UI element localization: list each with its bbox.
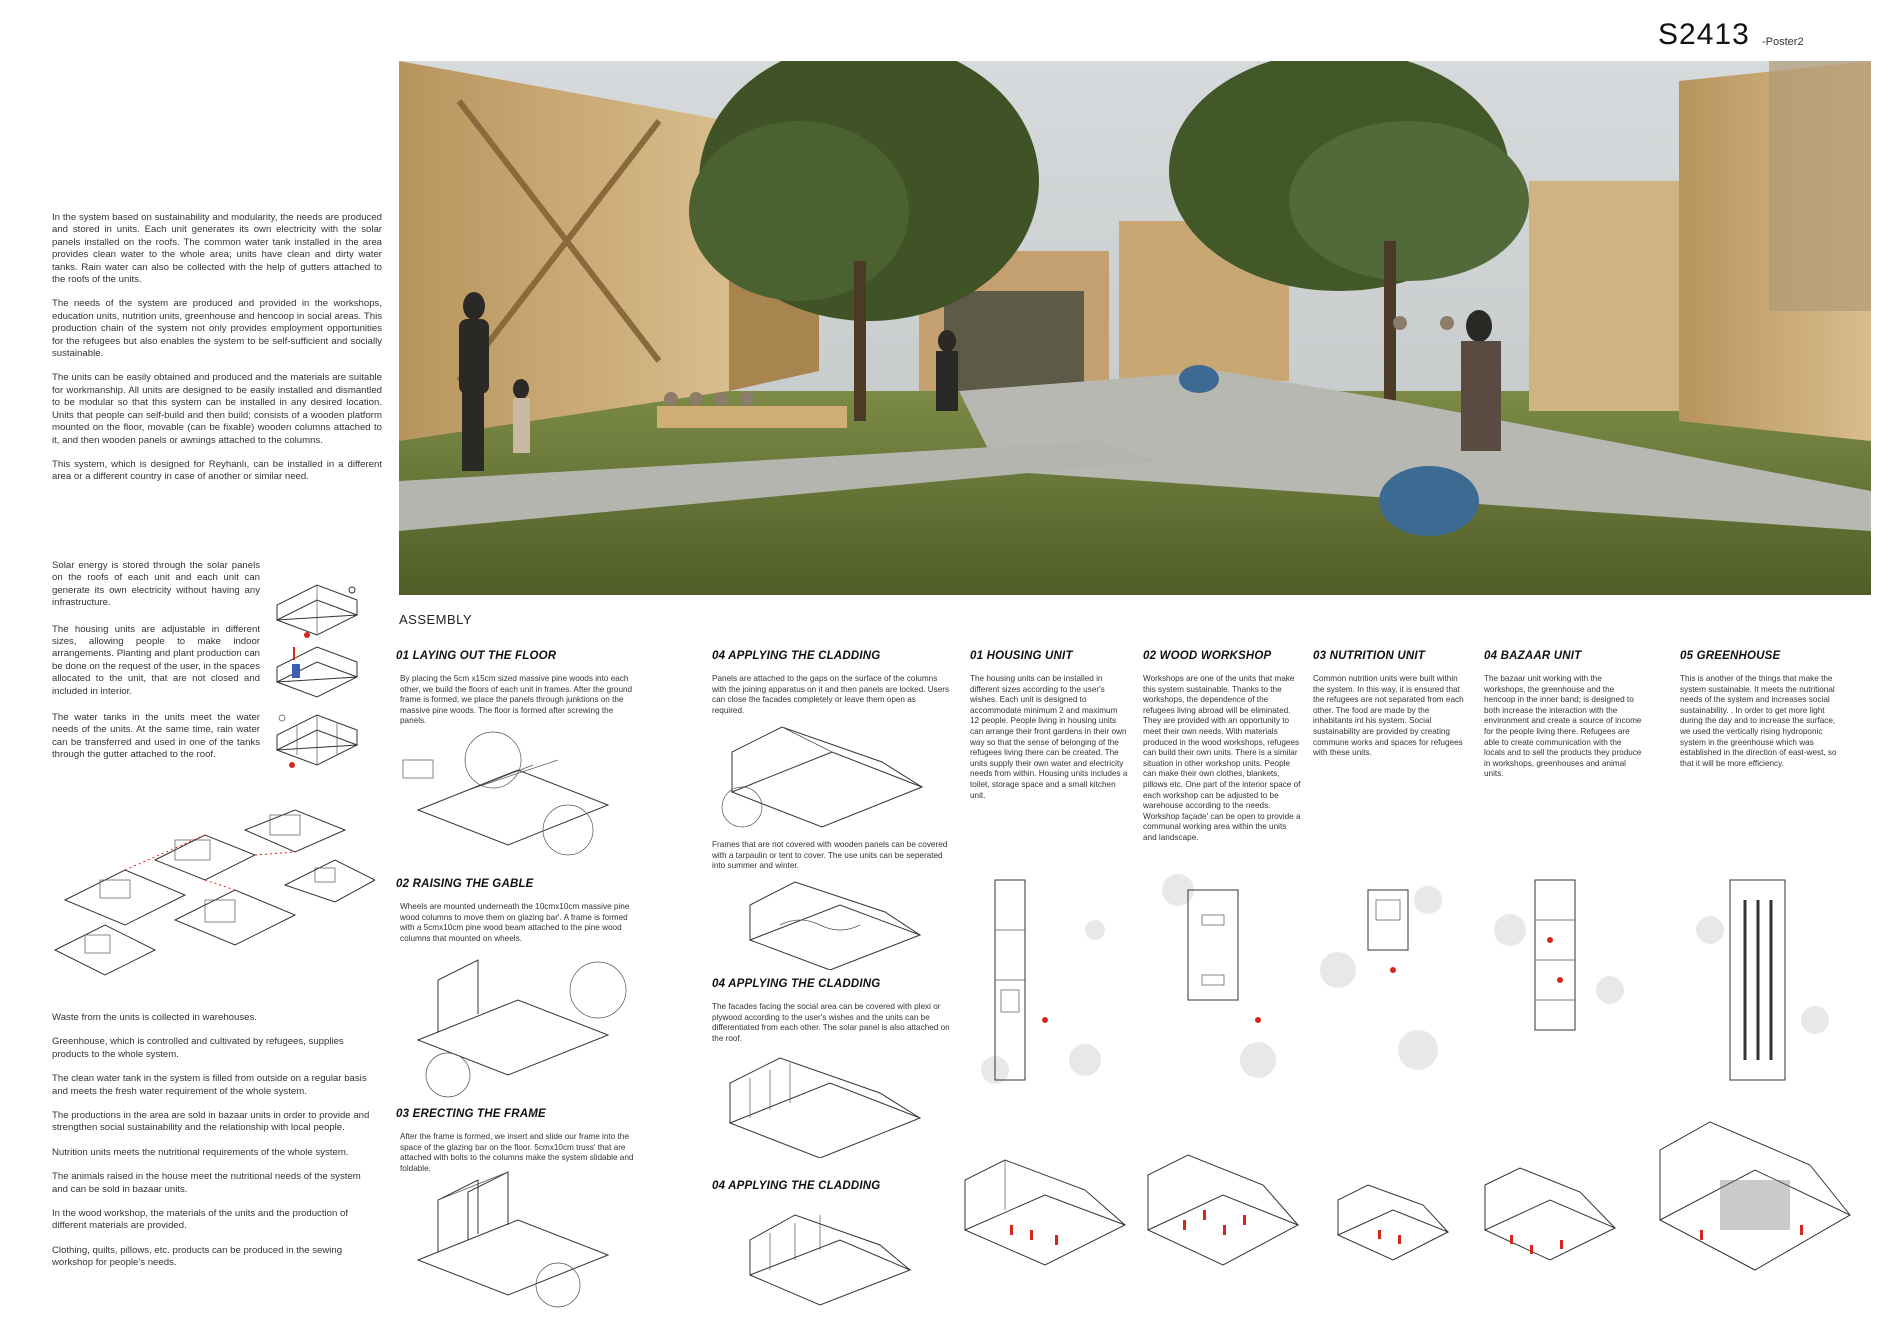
housing-unit-diagram bbox=[272, 642, 362, 712]
intro-paragraph: The needs of the system are produced and provided in the workshops, education units, nutrition units, greenhouse and hencoop in social areas. This production chain of the system not only provides employment opportunities for the refugees but also enables the system to be self-sufficient and socially sustainable. bbox=[52, 298, 382, 360]
hero-render bbox=[399, 61, 1871, 595]
unit-title: 01 HOUSING UNIT bbox=[970, 650, 1073, 662]
system-note: The productions in the area are sold in bazaar units in order to provide and strengthen social sustainability and the relationship with local people. bbox=[52, 1110, 370, 1134]
gable-diagram bbox=[398, 950, 628, 1100]
unit-notes bbox=[52, 560, 260, 774]
final-cladding-diagram bbox=[740, 1195, 920, 1315]
step-text: After the frame is formed, we insert and slide our frame into the space of the glazing bar on the floor. 5cmx10cm truss' that are attached with bolts to the columns make the system slidable and foldable. bbox=[400, 1132, 634, 1173]
unit-text: Workshops are one of the units that make this system sustainable. Thanks to the workshops, the dependence of the refugees living abroad will be eliminated. They are provided with an opportunity to meet their own needs. With materials produced in the wood workshops, refugees can build their own units. There is a similar situation in other workshop units. People can make their own clothes, blankets, pillows etc. One part of the interior space of each workshop can be adjusted to be warehouse according to the needs. Workshop façade' can be open to provide a communal working area within the units and landscape. bbox=[1143, 674, 1301, 842]
step-text: By placing the 5cm x15cm sized massive pine woods into each other, we build the floors of each unit in frames. After the ground frame is formed, we place the panels through junktions on the massive pine woods. The floor is formed after screwing the panels. bbox=[400, 674, 633, 726]
workshop-axonometric bbox=[1143, 1140, 1303, 1280]
step-text: Frames that are not covered with wooden panels can be covered with a tarpaulin or tent to cover. The use units can be seperated into summer and winter. bbox=[712, 840, 948, 871]
solar-unit-diagram bbox=[272, 580, 362, 650]
unit-title: 05 GREENHOUSE bbox=[1680, 650, 1781, 662]
system-notes bbox=[52, 1012, 372, 1282]
step-title: 03 ERECTING THE FRAME bbox=[396, 1108, 546, 1120]
intro-paragraph: The units can be easily obtained and produced and the materials are suitable for workmanship. All units are designed to be easily installed and dismantled to be modular so that this system can be installed in any desired location. Units that people can self-build and then build; consists of a wooden platform mounted on the floor, movable (can be fixable) wooden columns attached to it, and then wooden panels or awnings attached to the columns. bbox=[52, 372, 382, 446]
step-text: Wheels are mounted underneath the 10cmx10cm massive pine wood columns to move them on glazing bar'. A frame is formed with a 5cmx10cm pine wood beam attached to the pine wood columns that mounted on wheels. bbox=[400, 902, 630, 943]
water-note: The water tanks in the units meet the water needs of the units. At the same time, rain water can be transferred and used in one of the tanks through the gutter attached to the roof. bbox=[52, 712, 260, 761]
site-network-diagram bbox=[45, 790, 375, 990]
unit-text: This is another of the things that make the system sustainable. It meets the nutritional needs of the system and increases social sustainability. . In order to get more light during the day and to increase the surface, we used the vertically rising hydroponic system in the greenhouse which was established in the direction of east-west, so that it will be more efficiency. bbox=[1680, 674, 1837, 768]
step-title: 04 APPLYING THE CLADDING bbox=[712, 650, 881, 662]
frame-diagram bbox=[398, 1170, 628, 1310]
nutrition-floor-plan bbox=[1318, 870, 1458, 1090]
unit-title: 02 WOOD WORKSHOP bbox=[1143, 650, 1272, 662]
housing-floor-plan bbox=[975, 870, 1115, 1090]
solar-note: Solar energy is stored through the solar panels on the roofs of each unit and each unit can generate its own electricity without having any infrastructure. bbox=[52, 560, 260, 609]
system-note: Clothing, quilts, pillows, etc. products can be produced in the sewing workshop for people's needs. bbox=[52, 1244, 343, 1269]
system-note: The clean water tank in the system is filled from outside on a regular basis and meets the fresh water requirement of the whole system. bbox=[52, 1073, 367, 1097]
system-note: Nutrition units meets the nutritional requirements of the whole system. bbox=[52, 1146, 349, 1158]
intro-text bbox=[52, 212, 382, 496]
cladding-diagram bbox=[712, 712, 942, 832]
housing-note: The housing units are adjustable in different sizes, allowing people to make indoor arrangements. Planting and plant production can be done on the request of the user, in the spaces allocated to the unit, that are not closed and included in interior. bbox=[52, 623, 261, 697]
bazaar-floor-plan bbox=[1490, 870, 1630, 1090]
plexi-cladding-diagram bbox=[720, 1048, 940, 1158]
unit-text: The housing units can be installed in different sizes according to the user's wishes. Each unit is designed to accommodate minimum 2 and maximum 12 people. People living in housing units can arrange their front gardens in their own way so that the sense of belonging of the refugees living there can be created. The units supply their own water and electricity needs from within. Housing units includes a toilet, storage space and a small kitchen unit. bbox=[970, 674, 1128, 800]
bazaar-axonometric bbox=[1480, 1150, 1620, 1280]
assembly-floor-diagram bbox=[398, 720, 628, 870]
unit-title: 03 NUTRITION UNIT bbox=[1313, 650, 1426, 662]
nutrition-axonometric bbox=[1333, 1170, 1453, 1280]
system-note: Greenhouse, which is controlled and cultivated by refugees, supplies products to the whole system. bbox=[52, 1036, 344, 1060]
step-text: Panels are attached to the gaps on the surface of the columns with the joining apparatus on it and then panels are locked. Users can close the facades completely or leave them open as required. bbox=[712, 674, 950, 715]
tent-cladding-diagram bbox=[740, 870, 940, 970]
step-title: 01 LAYING OUT THE FLOOR bbox=[396, 650, 557, 662]
assembly-heading: ASSEMBLY bbox=[399, 612, 473, 627]
water-tank-unit-diagram bbox=[272, 710, 362, 780]
unit-text: The bazaar unit working with the workshops, the greenhouse and the hencoop in the inner band; is designed to both increase the interaction with the environment and create a source of income for the people living there. Refugees are able to create communication with the locals and to sell the products they produce in workshops, greenhouses and animal units. bbox=[1484, 674, 1642, 779]
greenhouse-floor-plan bbox=[1690, 870, 1830, 1100]
poster-number: -Poster2 bbox=[1762, 36, 1804, 48]
unit-title: 04 BAZAAR UNIT bbox=[1484, 650, 1582, 662]
housing-axonometric bbox=[960, 1140, 1130, 1280]
unit-text: Common nutrition units were built within the system. In this way, it is ensured that the refugees are not separated from each other. The food are made by the inhabitants int his system. Social sustainability are provided by creating commune works and spaces for refugees with these units. bbox=[1313, 674, 1464, 758]
intro-paragraph: In the system based on sustainability and modularity, the needs are produced and stored in units. Each unit generates its own electricity with the solar panels installed on the roofs. The common water tank installed in the area provides clean water to the whole area; units have clean and dirty water tanks. Rain water can also be collected with the help of gutters attached to the roofs of the units. bbox=[52, 212, 382, 286]
poster-code: S2413 bbox=[1658, 18, 1750, 51]
step-text: The facades facing the social area can be covered with plexi or plywood according to the user's wishes and the units can be differentiated from each other. The solar panel is also attached on the roof. bbox=[712, 1002, 950, 1043]
system-note: The animals raised in the house meet the nutritional needs of the system and can be sold in bazaar units. bbox=[52, 1171, 361, 1195]
greenhouse-axonometric bbox=[1650, 1110, 1860, 1290]
workshop-floor-plan bbox=[1148, 870, 1288, 1090]
step-title: 04 APPLYING THE CLADDING bbox=[712, 1180, 881, 1192]
intro-paragraph: This system, which is designed for Reyhanlı, can be installed in a different area or a different country in case of another or similar need. bbox=[52, 458, 382, 483]
step-title: 04 APPLYING THE CLADDING bbox=[712, 978, 881, 990]
system-note: Waste from the units is collected in warehouses. bbox=[52, 1012, 257, 1023]
step-title: 02 RAISING THE GABLE bbox=[396, 878, 534, 890]
system-note: In the wood workshop, the materials of the units and the production of different materials are provided. bbox=[52, 1208, 348, 1232]
